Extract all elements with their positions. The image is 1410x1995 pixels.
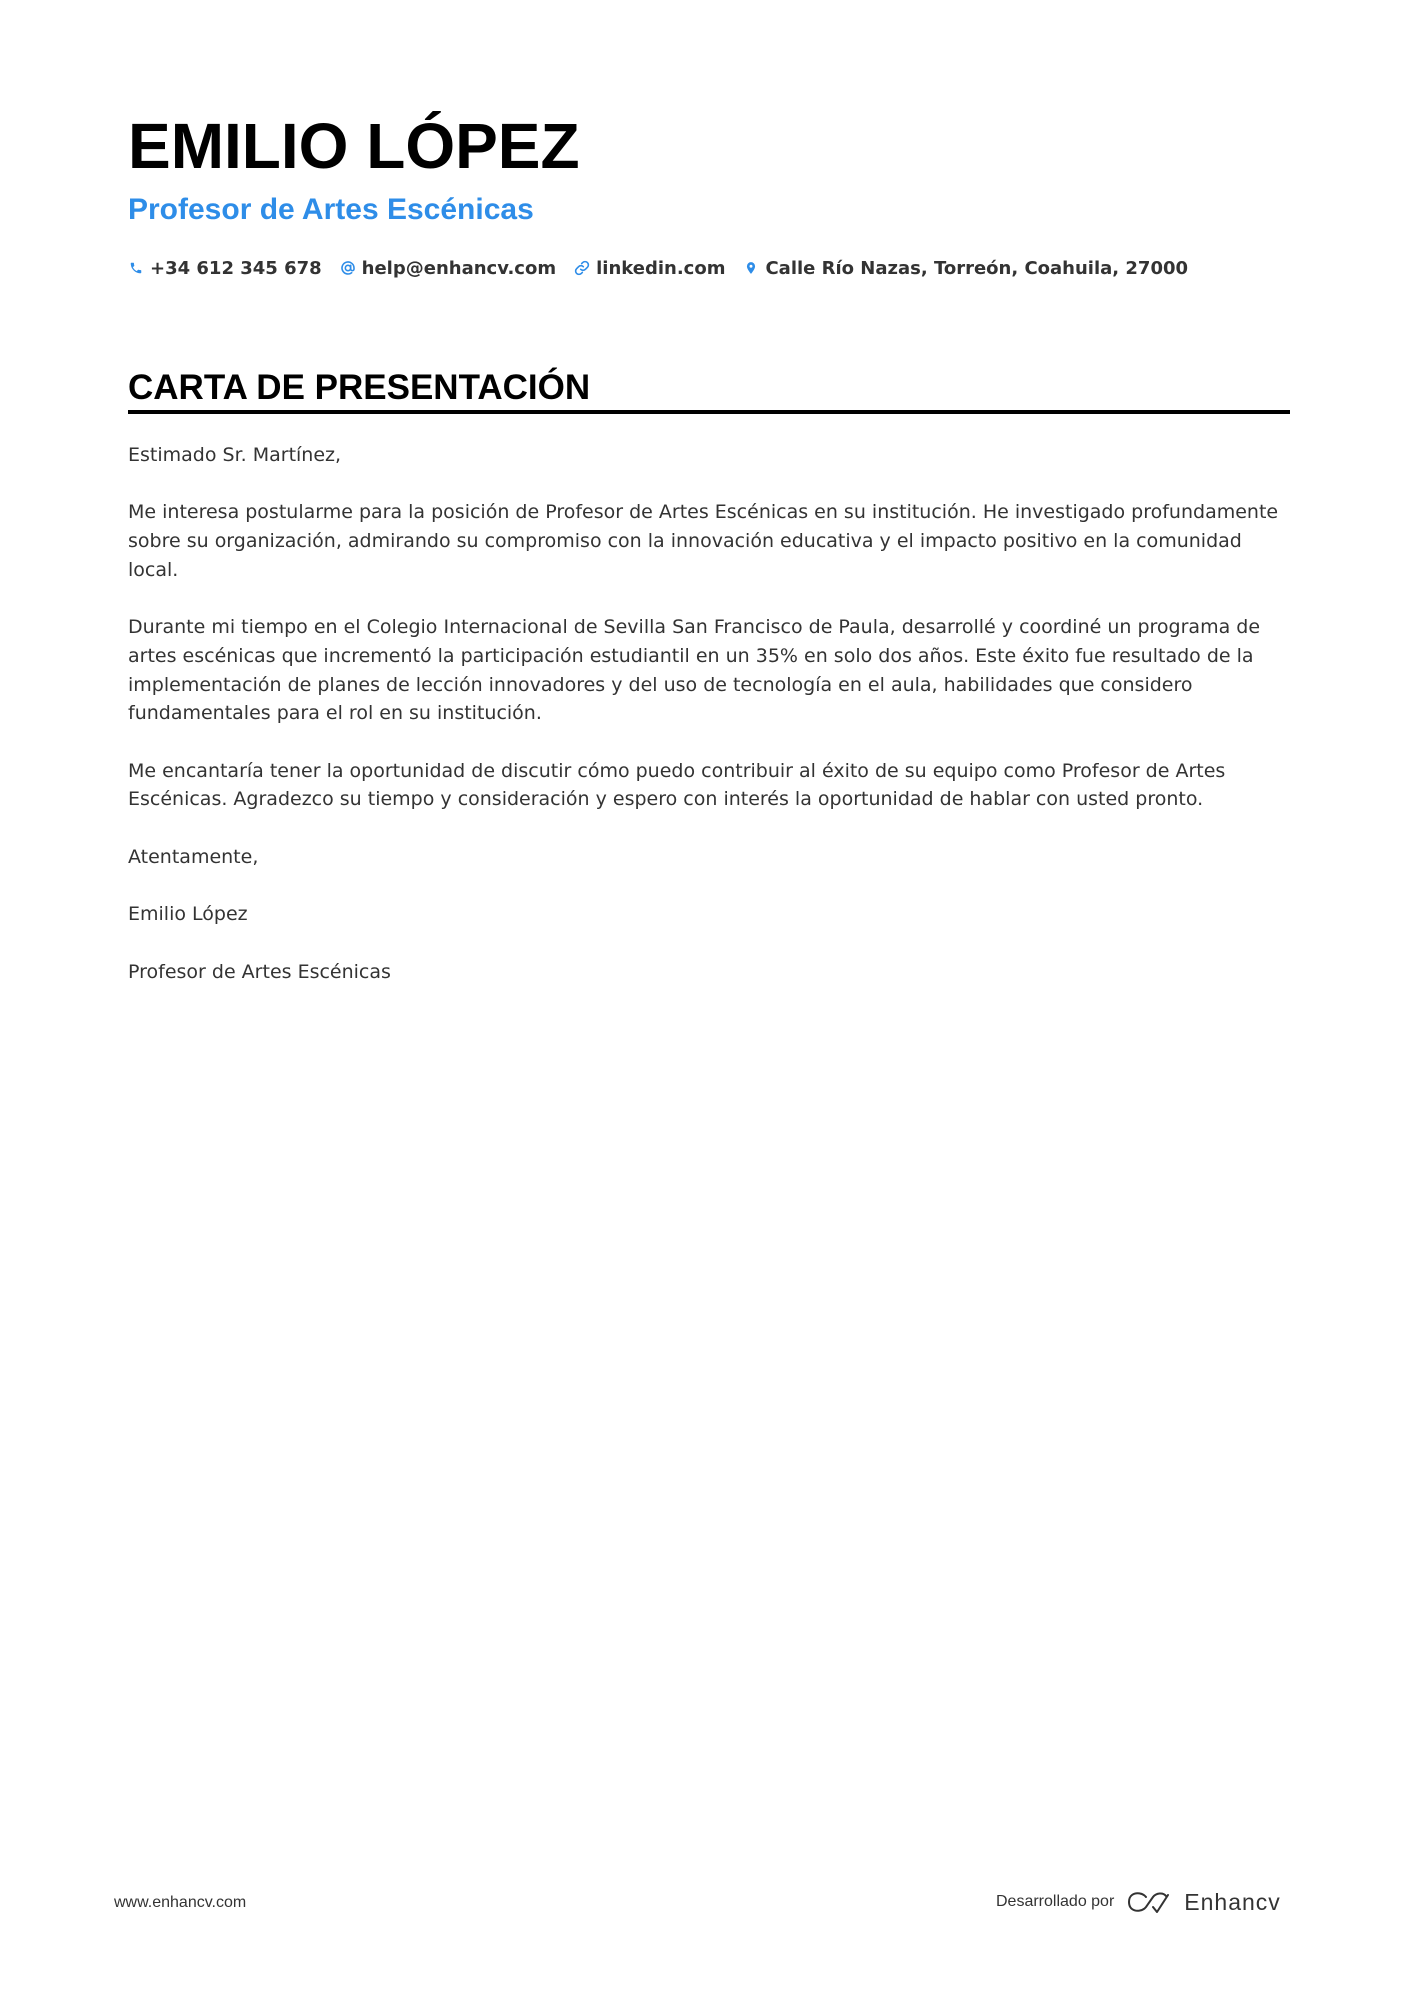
contact-phone-text: +34 612 345 678 xyxy=(150,257,322,279)
contact-address xyxy=(743,258,1188,279)
contact-phone[interactable] xyxy=(128,258,322,279)
enhancv-logo-icon xyxy=(1126,1890,1172,1914)
letter-paragraph: Me interesa postularme para la posición de Profesor de Artes Escénicas en su institución. He investigado profundamente sobre su organización, admirando su compromiso con la innovación educativa y el impacto positivo en la comunidad local. xyxy=(128,501,1279,581)
applicant-role: Profesor de Artes Escénicas xyxy=(128,193,534,226)
footer-branding[interactable] xyxy=(996,1882,1281,1922)
link-icon xyxy=(574,260,590,276)
letter-paragraph: Durante mi tiempo en el Colegio Internacional de Sevilla San Francisco de Paula, desarrollé y coordiné un programa de artes escénicas que incrementó la participación estudiantil en un 35% en solo dos años. Este éxito fue resultado de la implementación de planes de lección innovadores y del uso de tecnología en el aula, habilidades que considero fundamentales para el rol en su institución. xyxy=(128,616,1261,725)
letter-body xyxy=(128,441,1290,1015)
signature-name: Emilio López xyxy=(128,903,248,926)
footer-website-link[interactable]: www.enhancv.com xyxy=(114,1894,247,1911)
built-by-label: Desarrollado por xyxy=(996,1893,1115,1910)
section-divider xyxy=(128,410,1290,414)
contact-email[interactable] xyxy=(340,258,556,279)
letter-closing: Atentamente, xyxy=(128,845,259,868)
contact-address-text: Calle Río Nazas, Torreón, Coahuila, 27000 xyxy=(765,257,1189,279)
phone-icon xyxy=(128,260,144,276)
brand-name: Enhancv xyxy=(1184,1888,1281,1915)
contact-bar xyxy=(128,253,1188,283)
contact-email-text: help@enhancv.com xyxy=(361,257,557,279)
at-sign-icon xyxy=(340,260,356,276)
signature-title: Profesor de Artes Escénicas xyxy=(128,960,391,983)
location-pin-icon xyxy=(743,260,759,276)
contact-linkedin[interactable] xyxy=(574,258,725,279)
letter-paragraph: Me encantaría tener la oportunidad de discutir cómo puedo contribuir al éxito de su equipo como Profesor de Artes Escénicas. Agradezco su tiempo y consideración y espero con interés la oportunidad de hablar con usted pronto. xyxy=(128,759,1226,811)
applicant-name: EMILIO LÓPEZ xyxy=(128,110,580,182)
section-title: CARTA DE PRESENTACIÓN xyxy=(128,368,591,407)
contact-linkedin-text: linkedin.com xyxy=(596,257,726,279)
letter-greeting: Estimado Sr. Martínez, xyxy=(128,444,342,466)
